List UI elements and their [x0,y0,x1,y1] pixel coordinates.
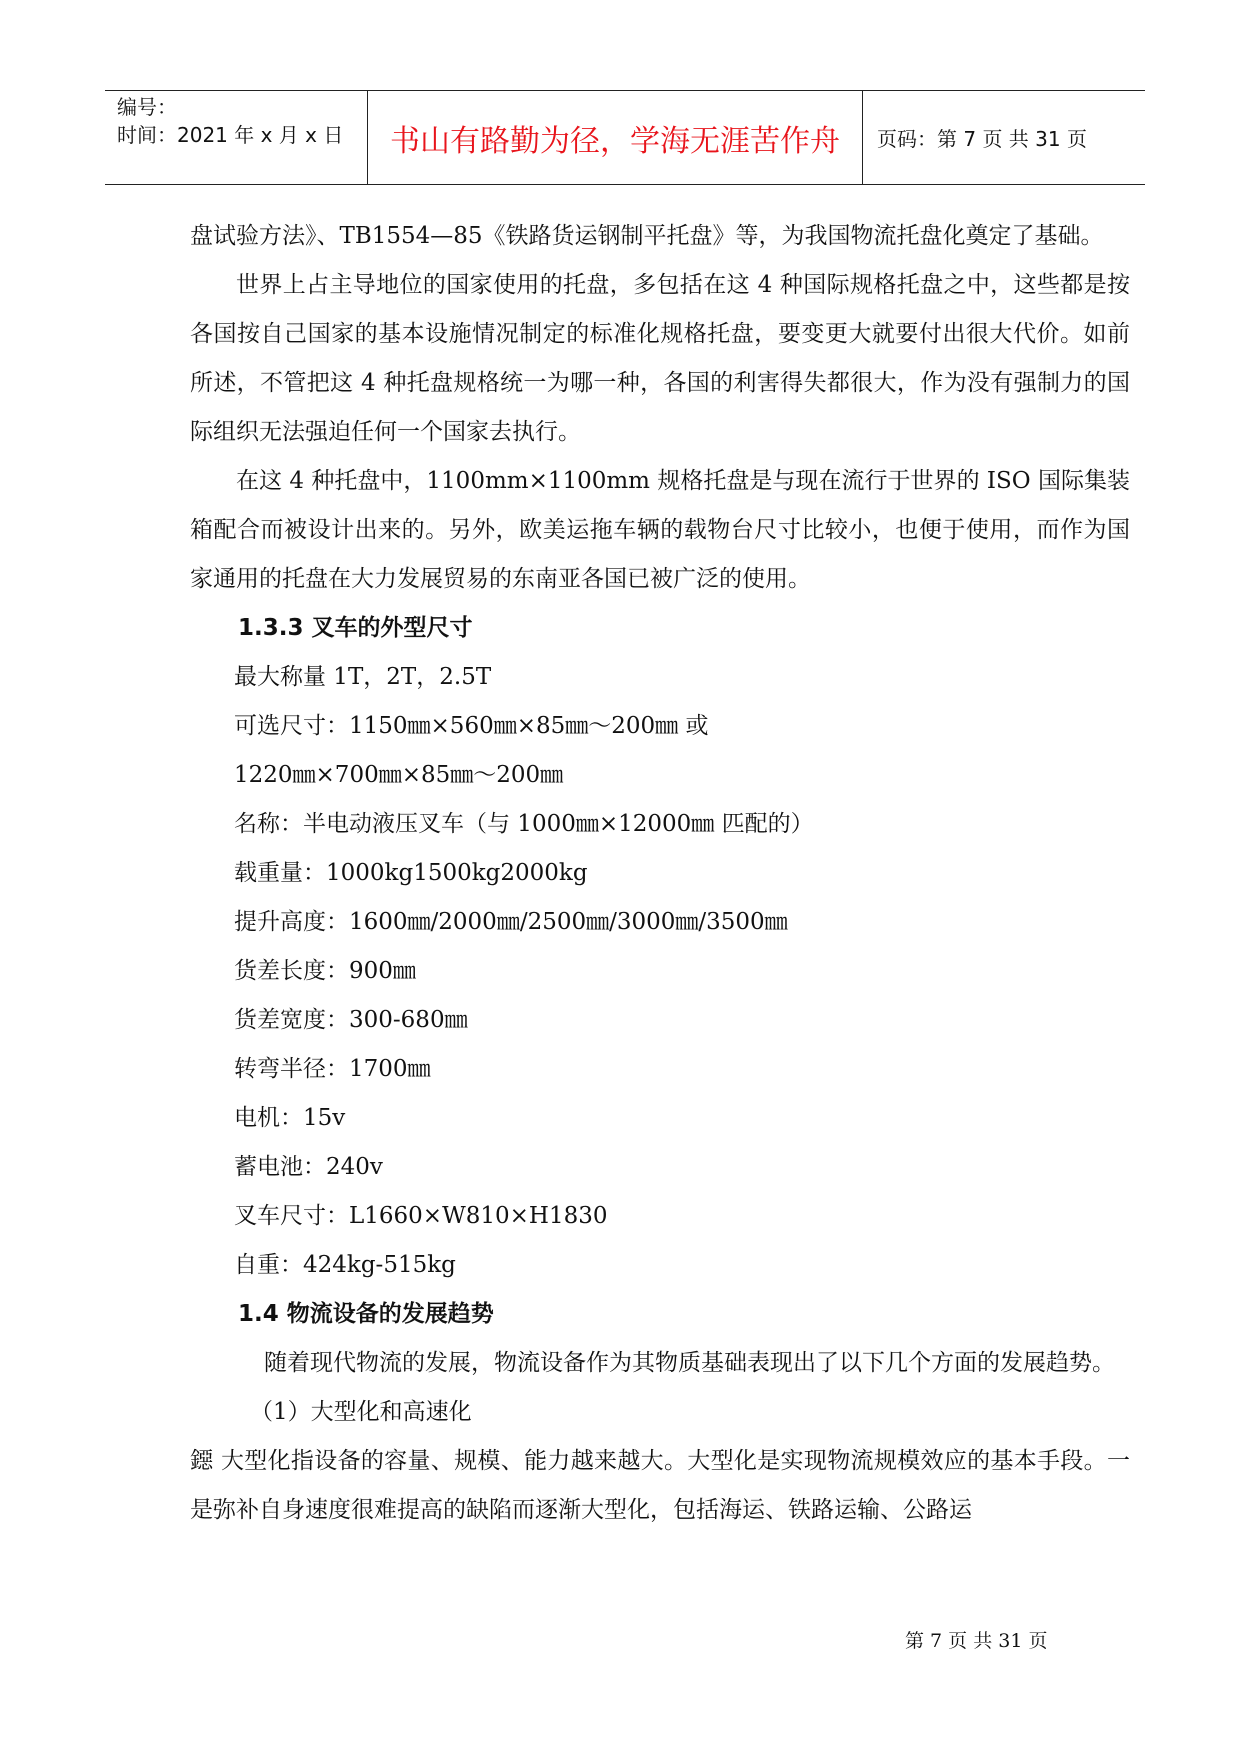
header-divider [862,91,863,184]
spec-line: 电机：15v [234,1105,346,1131]
paragraph: 鐚 大型化指设备的容量、规模、能力越来越大。大型化是实现物流规模效应的基本手段。一是弥补自身速度很难提高的缺陷而逐渐大型化，包括海运、铁路运输、公路运 [190,1448,1130,1523]
spec-line: 最大称量 1T，2T，2.5T [234,664,492,690]
document-number-label: 编号： [117,95,177,119]
header-motto: 书山有路勤为径，学海无涯苦作舟 [390,123,840,159]
spec-line: 1220㎜×700㎜×85㎜～200㎜ [234,762,564,788]
spec-line: 可选尺寸：1150㎜×560㎜×85㎜～200㎜ 或 [234,713,709,739]
spec-line: 货差长度：900㎜ [234,958,416,984]
spec-line: 蓄电池：240v [234,1154,383,1180]
spec-line: 载重量：1000kg1500kg2000kg [234,860,588,886]
spec-line: 叉车尺寸：L1660×W810×H1830 [234,1203,608,1229]
header-divider [367,91,368,184]
document-body [190,212,1130,1535]
header-page-number: 页码：第 7 页 共 31 页 [877,127,1087,151]
page-footer: 第 7 页 共 31 页 [905,1630,1048,1652]
paragraph: 世界上占主导地位的国家使用的托盘，多包括在这 4 种国际规格托盘之中，这些都是按各国按自己国家的基本设施情况制定的标准化规格托盘，要变更大就要付出很大代价。如前所述，不管把这 4 种托盘规格统一为哪一种，各国的利害得失都很大，作为没有强制力的国际组织无法强迫任何一个国家去执行。 [190,272,1130,445]
document-time-label: 时间：2021 年 x 月 x 日 [117,123,344,147]
paragraph: 随着现代物流的发展，物流设备作为其物质基础表现出了以下几个方面的发展趋势。 [264,1350,1115,1376]
header-meta [117,93,343,149]
section-heading: 1.3.3 叉车的外型尺寸 [238,615,473,641]
spec-line: 自重：424kg-515kg [234,1252,456,1278]
spec-line: 提升高度：1600㎜/2000㎜/2500㎜/3000㎜/3500㎜ [234,909,788,935]
page-header [105,90,1145,185]
spec-line: 货差宽度：300-680㎜ [234,1007,468,1033]
spec-line: 名称：半电动液压叉车（与 1000㎜×12000㎜ 匹配的） [234,811,814,837]
paragraph: 在这 4 种托盘中，1100mm×1100mm 规格托盘是与现在流行于世界的 ISO 国际集装箱配合而被设计出来的。另外，欧美运拖车辆的载物台尺寸比较小，也便于使用，而作为国家通用的托盘在大力发展贸易的东南亚各国已被广泛的使用。 [190,468,1130,592]
list-item-title: （1）大型化和高速化 [250,1399,472,1425]
paragraph: 盘试验方法》、TB1554—85《铁路货运钢制平托盘》等，为我国物流托盘化奠定了基础。 [190,223,1104,249]
section-heading: 1.4 物流设备的发展趋势 [238,1301,494,1327]
spec-line: 转弯半径：1700㎜ [234,1056,431,1082]
